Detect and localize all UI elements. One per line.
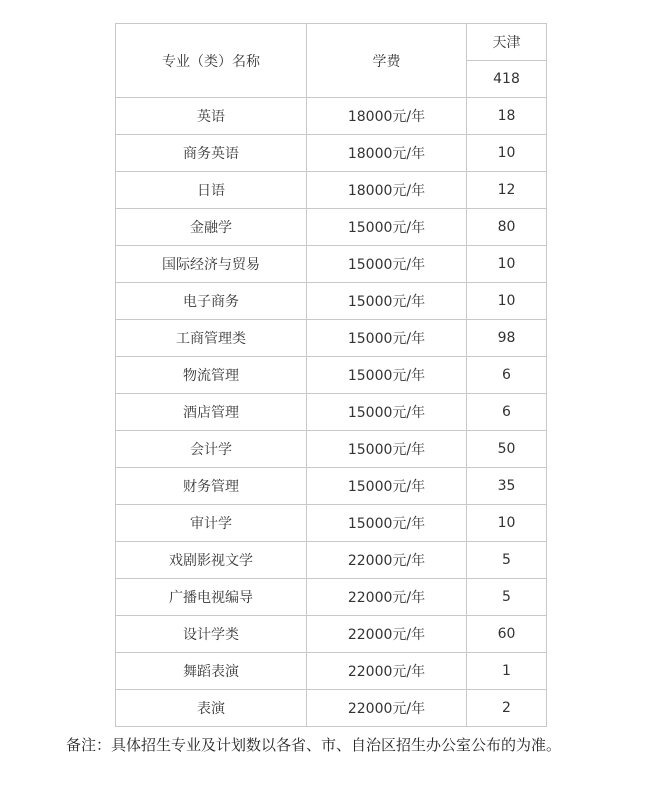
table-row xyxy=(116,690,547,727)
count-cell: 1 xyxy=(467,653,547,690)
fee-cell: 15000元/年 xyxy=(307,505,467,542)
fee-cell: 22000元/年 xyxy=(307,690,467,727)
footnote: 备注：具体招生专业及计划数以各省、市、自治区招生办公室公布的为准。 xyxy=(66,736,562,754)
fee-cell: 15000元/年 xyxy=(307,283,467,320)
major-cell: 戏剧影视文学 xyxy=(116,542,307,579)
header-fee: 学费 xyxy=(307,24,467,98)
header-region: 天津 xyxy=(467,24,547,61)
fee-cell: 22000元/年 xyxy=(307,653,467,690)
major-cell: 会计学 xyxy=(116,431,307,468)
count-cell: 5 xyxy=(467,542,547,579)
fee-cell: 15000元/年 xyxy=(307,431,467,468)
fee-cell: 22000元/年 xyxy=(307,579,467,616)
table-row xyxy=(116,246,547,283)
count-cell: 35 xyxy=(467,468,547,505)
table-row xyxy=(116,505,547,542)
count-cell: 10 xyxy=(467,505,547,542)
count-cell: 10 xyxy=(467,283,547,320)
table-row xyxy=(116,172,547,209)
count-cell: 10 xyxy=(467,135,547,172)
count-cell: 5 xyxy=(467,579,547,616)
fee-cell: 18000元/年 xyxy=(307,135,467,172)
count-cell: 98 xyxy=(467,320,547,357)
major-cell: 审计学 xyxy=(116,505,307,542)
fee-cell: 15000元/年 xyxy=(307,357,467,394)
major-cell: 金融学 xyxy=(116,209,307,246)
major-cell: 表演 xyxy=(116,690,307,727)
count-cell: 50 xyxy=(467,431,547,468)
table-row xyxy=(116,320,547,357)
header-region-total: 418 xyxy=(467,61,547,98)
major-cell: 英语 xyxy=(116,98,307,135)
table-row xyxy=(116,653,547,690)
fee-cell: 18000元/年 xyxy=(307,172,467,209)
table-row xyxy=(116,542,547,579)
major-cell: 国际经济与贸易 xyxy=(116,246,307,283)
major-cell: 财务管理 xyxy=(116,468,307,505)
major-cell: 设计学类 xyxy=(116,616,307,653)
count-cell: 18 xyxy=(467,98,547,135)
fee-cell: 22000元/年 xyxy=(307,542,467,579)
major-cell: 商务英语 xyxy=(116,135,307,172)
table-row xyxy=(116,209,547,246)
major-cell: 日语 xyxy=(116,172,307,209)
table-row xyxy=(116,616,547,653)
major-cell: 酒店管理 xyxy=(116,394,307,431)
table-row xyxy=(116,135,547,172)
major-cell: 电子商务 xyxy=(116,283,307,320)
table-row xyxy=(116,468,547,505)
count-cell: 60 xyxy=(467,616,547,653)
major-cell: 工商管理类 xyxy=(116,320,307,357)
fee-cell: 15000元/年 xyxy=(307,394,467,431)
count-cell: 80 xyxy=(467,209,547,246)
fee-cell: 15000元/年 xyxy=(307,246,467,283)
fee-cell: 22000元/年 xyxy=(307,616,467,653)
count-cell: 10 xyxy=(467,246,547,283)
count-cell: 2 xyxy=(467,690,547,727)
count-cell: 6 xyxy=(467,357,547,394)
fee-cell: 18000元/年 xyxy=(307,98,467,135)
table-row xyxy=(116,431,547,468)
major-cell: 广播电视编导 xyxy=(116,579,307,616)
enrollment-plan-table xyxy=(115,23,547,727)
fee-cell: 15000元/年 xyxy=(307,320,467,357)
count-cell: 6 xyxy=(467,394,547,431)
fee-cell: 15000元/年 xyxy=(307,209,467,246)
header-major: 专业（类）名称 xyxy=(116,24,307,98)
major-cell: 舞蹈表演 xyxy=(116,653,307,690)
header-row xyxy=(116,24,547,61)
table-row xyxy=(116,394,547,431)
table-row xyxy=(116,579,547,616)
table-row xyxy=(116,357,547,394)
fee-cell: 15000元/年 xyxy=(307,468,467,505)
major-cell: 物流管理 xyxy=(116,357,307,394)
table-row xyxy=(116,283,547,320)
table-row xyxy=(116,98,547,135)
count-cell: 12 xyxy=(467,172,547,209)
